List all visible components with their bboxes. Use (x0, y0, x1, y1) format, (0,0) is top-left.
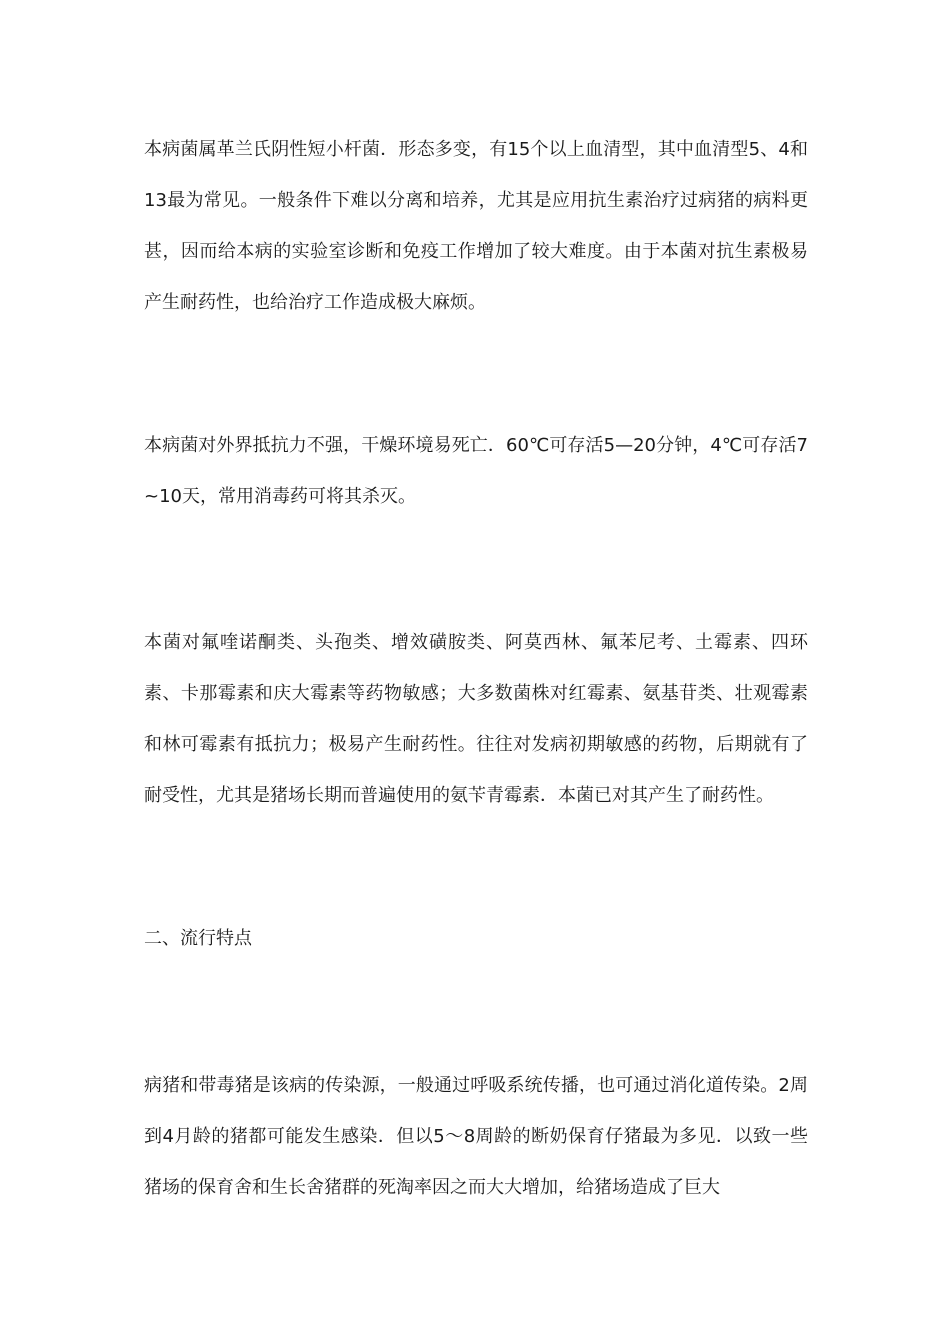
paragraph-epidemiology: 病猪和带毒猪是该病的传染源，一般通过呼吸系统传播，也可通过消化道传染。2周到4月龄的猪都可能发生感染．但以5～8周龄的断奶保育仔猪最为多见．以致一些猪场的保育舍和生长舍猪群的死淘率因之而大大增加，给猪场造成了巨大 (144, 1075, 808, 1198)
paragraph-pathogen-description: 本病菌属革兰氏阴性短小杆菌．形态多变，有15个以上血清型，其中血清型5、4和13最为常见。一般条件下难以分离和培养，尤其是应用抗生素治疗过病猪的病料更甚，因而给本病的实验室诊断和免疫工作增加了较大难度。由于本菌对抗生素极易产生耐药性，也给治疗工作造成极大麻烦。 (144, 139, 808, 313)
paragraph-drug-sensitivity: 本菌对氟喹诺酮类、头孢类、增效磺胺类、阿莫西林、氟苯尼考、土霉素、四环素、卡那霉素和庆大霉素等药物敏感；大多数菌株对红霉素、氨基苷类、壮观霉素和林可霉素有抵抗力；极易产生耐药性。往往对发病初期敏感的药物，后期就有了耐受性，尤其是猪场长期而普遍使用的氨苄青霉素．本菌已对其产生了耐药性。 (144, 632, 808, 806)
paragraph-resistance: 本病菌对外界抵抗力不强，干燥环境易死亡．60℃可存活5—20分钟，4℃可存活7~10天，常用消毒药可将其杀灭。 (144, 435, 808, 507)
section-heading-epidemiology: 二、流行特点 (144, 928, 252, 949)
